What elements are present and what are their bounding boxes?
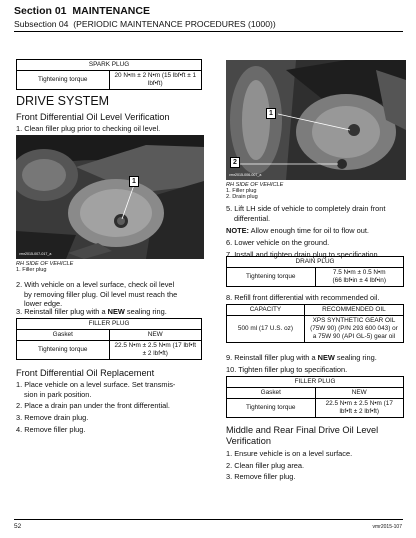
capacity-value: 500 ml (17 U.S. oz) (227, 316, 305, 343)
recommended-oil-col-header: RECOMMENDED OIL (304, 305, 403, 316)
step-9-suffix: sealing ring. (334, 353, 377, 362)
final-drive-heading (226, 425, 408, 447)
verif-step-3 (16, 307, 167, 317)
photo-illustration (16, 135, 204, 259)
verif-step-1: 1. Clean filler plug prior to checking oil level. (16, 124, 161, 133)
section-header (14, 5, 150, 17)
subsection-number: Subsection 04 (14, 19, 69, 29)
drain-torque-label: Tightening torque (227, 268, 316, 287)
step-6: 6. Lower vehicle on the ground. (226, 237, 330, 247)
final-drive-heading-line-1: Middle and Rear Final Drive Oil Level (226, 425, 379, 435)
drain-plug-table-title: DRAIN PLUG (227, 257, 404, 268)
final-drive-step-2: 2. Clean filler plug area. (226, 460, 305, 470)
filler-plug-table-1-title: FILLER PLUG (17, 319, 202, 330)
step-10: 10. Tighten filler plug to specification. (226, 364, 348, 374)
photo2-caption-item-2: 2. Drain plug (226, 194, 258, 200)
verif-step-3-suffix: sealing ring. (124, 307, 167, 316)
filler-torque-value-2: 22.5 N•m ± 2.5 N•m (17 lbf•ft ± 2 lbf•ft) (315, 399, 404, 418)
filler-plug-table-1 (16, 318, 202, 360)
recommended-oil-value: XPS SYNTHETIC GEAR OIL (75W 90) (P/N 293 600 043) or a 75W 90 (API GL-5) gear oil (304, 316, 403, 343)
right-steps-b (226, 353, 406, 374)
photo-filler-and-drain-plugs (226, 60, 406, 180)
filler-torque-label-2: Tightening torque (227, 399, 316, 418)
section-title: MAINTENANCE (72, 5, 150, 17)
verif-step-2-line-2: by removing filler plug. Oil level must reach the (24, 289, 178, 299)
front-diff-verification-heading: Front Differential Oil Level Verification (16, 112, 170, 122)
gasket-label: Gasket (17, 330, 110, 341)
photo-ref: vmr2015-007-017_a (19, 252, 52, 256)
final-drive-step-1: 1. Ensure vehicle is on a level surface. (226, 449, 353, 458)
photo1-caption-title: RH SIDE OF VEHICLE (16, 261, 74, 267)
drain-plug-table (226, 256, 404, 287)
final-drive-step-3: 3. Remove filler plug. (226, 472, 296, 482)
replacement-step-3: 3. Remove drain plug. (16, 412, 89, 422)
capacity-table (226, 304, 404, 343)
replacement-step-1-line-1: 1. Place vehicle on a level surface. Set transmis- (16, 380, 176, 389)
drive-system-heading: DRIVE SYSTEM (16, 94, 110, 108)
verif-step-2-line-1: 2. With vehicle on a level surface, check oil level (16, 280, 175, 289)
callout-2-right: 2 (230, 157, 240, 168)
section-number: Section 01 (14, 5, 67, 17)
spark-plug-torque-value: 20 N•m ± 2 N•m (15 lbf•ft ± 1 lbf•ft) (109, 71, 202, 90)
step-5-line-1: 5. Lift LH side of vehicle to completely drain front (226, 204, 386, 213)
filler-plug-table-2 (226, 376, 404, 418)
verif-step-2 (16, 280, 206, 309)
replacement-steps (16, 380, 206, 434)
photo1-caption-item: 1. Filler plug (16, 267, 47, 273)
spark-plug-table (16, 59, 202, 90)
step-8: 8. Refill front differential with recommended oil. (226, 293, 380, 302)
subsection-title: (PERIODIC MAINTENANCE PROCEDURES (1000)) (73, 19, 276, 29)
page-number: 52 (14, 523, 22, 530)
note-text: Allow enough time for oil to flow out. (249, 226, 369, 236)
replacement-step-4: 4. Remove filler plug. (16, 424, 86, 434)
capacity-col-header: CAPACITY (227, 305, 305, 316)
subsection-header (14, 19, 276, 29)
step-9-bold: NEW (317, 353, 335, 362)
gasket-value: NEW (109, 330, 202, 341)
filler-torque-label: Tightening torque (17, 341, 110, 360)
photo2-caption-title: RH SIDE OF VEHICLE (226, 182, 284, 188)
note-label: NOTE: (226, 226, 249, 236)
front-diff-replacement-heading: Front Differential Oil Replacement (16, 368, 155, 378)
verif-step-3-prefix: 3. Reinstall filler plug with a (16, 307, 108, 316)
spark-plug-table-title: SPARK PLUG (17, 60, 202, 71)
footer-rule (14, 519, 403, 520)
photo-ref-2: vmr2015-006-007_a (229, 173, 262, 177)
step-5-line-2: differential. (234, 213, 271, 223)
photo-front-differential-filler (16, 135, 204, 259)
filler-torque-value: 22.5 N•m ± 2.5 N•m (17 lbf•ft ± 2 lbf•ft) (109, 341, 202, 360)
header-rule (14, 31, 403, 32)
replacement-step-2: 2. Place a drain pan under the front differential. (16, 401, 170, 411)
final-drive-steps (226, 449, 406, 482)
drain-torque-value-line-1: 7.5 N•m ± 0.5 N•m (332, 269, 386, 276)
step-9-prefix: 9. Reinstall filler plug with a (226, 353, 318, 362)
verif-step-2-line-3: lower edge. (24, 299, 63, 309)
step-7: 7. Install and tighten drain plug to specification. (226, 249, 380, 259)
photo2-caption-item-1: 1. Filler plug (226, 188, 257, 194)
right-steps-a (226, 204, 406, 259)
spark-plug-torque-label: Tightening torque (17, 71, 110, 90)
replacement-step-1-line-2: sion in park position. (24, 389, 92, 399)
photo-illustration-2 (226, 60, 406, 180)
callout-1-right: 1 (266, 108, 276, 119)
document-code: vmr2015-107 (372, 524, 402, 530)
drain-torque-value-line-2: (66 lbf•in ± 4 lbf•in) (332, 277, 386, 284)
gasket-value-2: NEW (315, 388, 404, 399)
final-drive-heading-line-2: Verification (226, 436, 271, 447)
callout-1: 1 (129, 176, 139, 187)
gasket-label-2: Gasket (227, 388, 316, 399)
filler-plug-table-2-title: FILLER PLUG (227, 377, 404, 388)
verif-step-3-bold: NEW (107, 307, 125, 316)
